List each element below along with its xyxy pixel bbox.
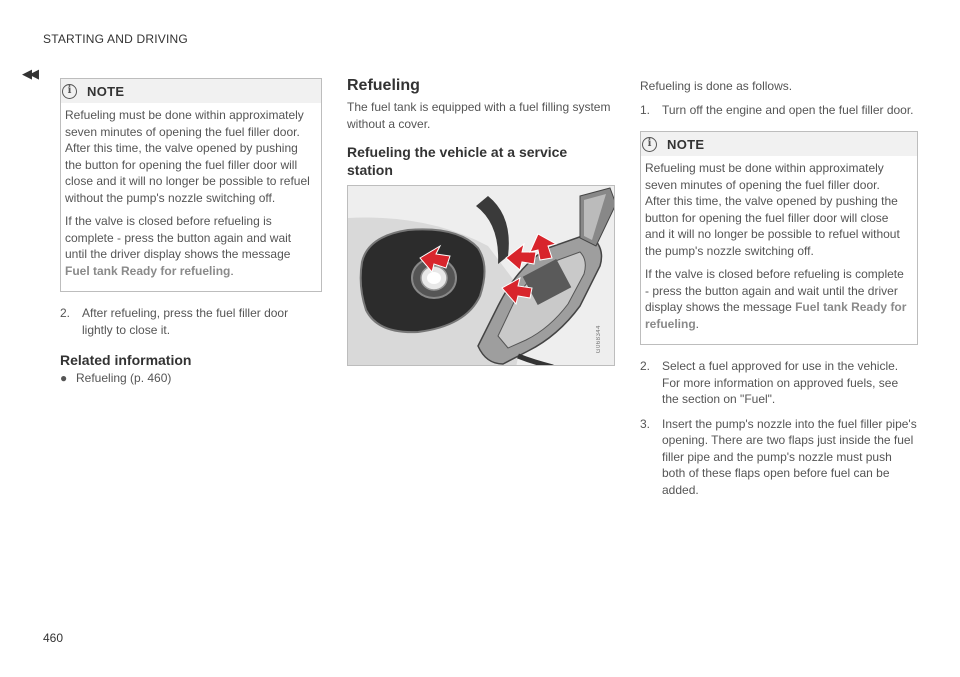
right-column — [640, 0, 918, 498]
step-number: 3. — [640, 416, 651, 431]
list-item — [60, 370, 322, 386]
fuel-filler-drawing — [348, 186, 615, 366]
note-text: If the valve is closed before refueling is complete - press the button again and wait until the driver display shows the message — [65, 214, 292, 261]
display-message: Fuel tank Ready for refueling — [65, 263, 231, 278]
display-message: Fuel tank Ready for refueling — [645, 300, 907, 331]
fuel-filler-illustration — [347, 185, 615, 366]
step-item — [640, 358, 918, 408]
page-number: 460 — [43, 631, 64, 645]
bullet-icon: ● — [60, 371, 68, 385]
intro-paragraph: The fuel tank is equipped with a fuel filling system without a cover. — [347, 100, 611, 131]
step-number: 1. — [640, 102, 651, 117]
note-paragraph: Refueling must be done within approximately seven minutes of opening the fuel filler door. After this time, the valve opened by pushing the button for opening the fuel filler door will close and it will no longer be possible to refuel without the pump's nozzle switching off. — [65, 108, 310, 205]
continuation-marker-icon: ◀◀ — [22, 66, 36, 81]
related-link[interactable]: Refueling (p. 460) — [76, 371, 172, 385]
note-title: NOTE — [667, 136, 705, 152]
subsection-heading: Refueling the vehicle at a service station — [347, 144, 568, 178]
note-header — [61, 79, 321, 103]
step-text: Turn off the engine and open the fuel filler door. — [662, 102, 914, 117]
note-box — [640, 131, 918, 345]
step-text: Select a fuel approved for use in the vehicle. For more information on approved fuels, see the section on "Fuel". — [662, 359, 899, 406]
left-column — [60, 0, 322, 386]
note-paragraph — [645, 266, 907, 332]
note-header — [641, 132, 917, 156]
note-text-end: . — [695, 316, 700, 331]
note-title: NOTE — [87, 83, 125, 99]
note-body — [641, 156, 917, 332]
figure-code: G068344 — [596, 324, 602, 353]
note-text: If the valve is closed before refueling is complete - press the button again and wait until the driver display shows the message — [645, 267, 904, 314]
step-number: 2. — [640, 359, 651, 373]
intro-paragraph: Refueling is done as follows. — [640, 79, 793, 93]
running-header: STARTING AND DRIVING — [43, 32, 188, 46]
step-number: 2. — [60, 306, 71, 320]
note-paragraph: Refueling must be done within approximately seven minutes of opening the fuel filler door. After this time, the valve opened by pushing the button for opening the fuel filler door will close and it will no longer be possible to refuel without the pump's nozzle switching off. — [645, 161, 900, 258]
step-item — [640, 102, 918, 119]
note-text-end: . — [230, 263, 234, 278]
step-text: After refueling, press the fuel filler door lightly to close it. — [82, 306, 289, 337]
note-box — [60, 78, 322, 292]
info-icon: i — [642, 137, 657, 152]
note-body — [61, 103, 321, 279]
step-item — [60, 305, 322, 338]
step-item — [640, 416, 918, 499]
info-icon: i — [62, 84, 77, 99]
related-heading: Related information — [60, 352, 192, 368]
step-text: Insert the pump's nozzle into the fuel filler pipe's opening. There are two flaps just inside the fuel filler pipe and the pump's nozzle must push both of these flaps open before fuel can be added. — [662, 416, 917, 497]
section-title: Refueling — [347, 77, 420, 94]
note-paragraph — [65, 213, 311, 279]
middle-column — [347, 0, 615, 366]
